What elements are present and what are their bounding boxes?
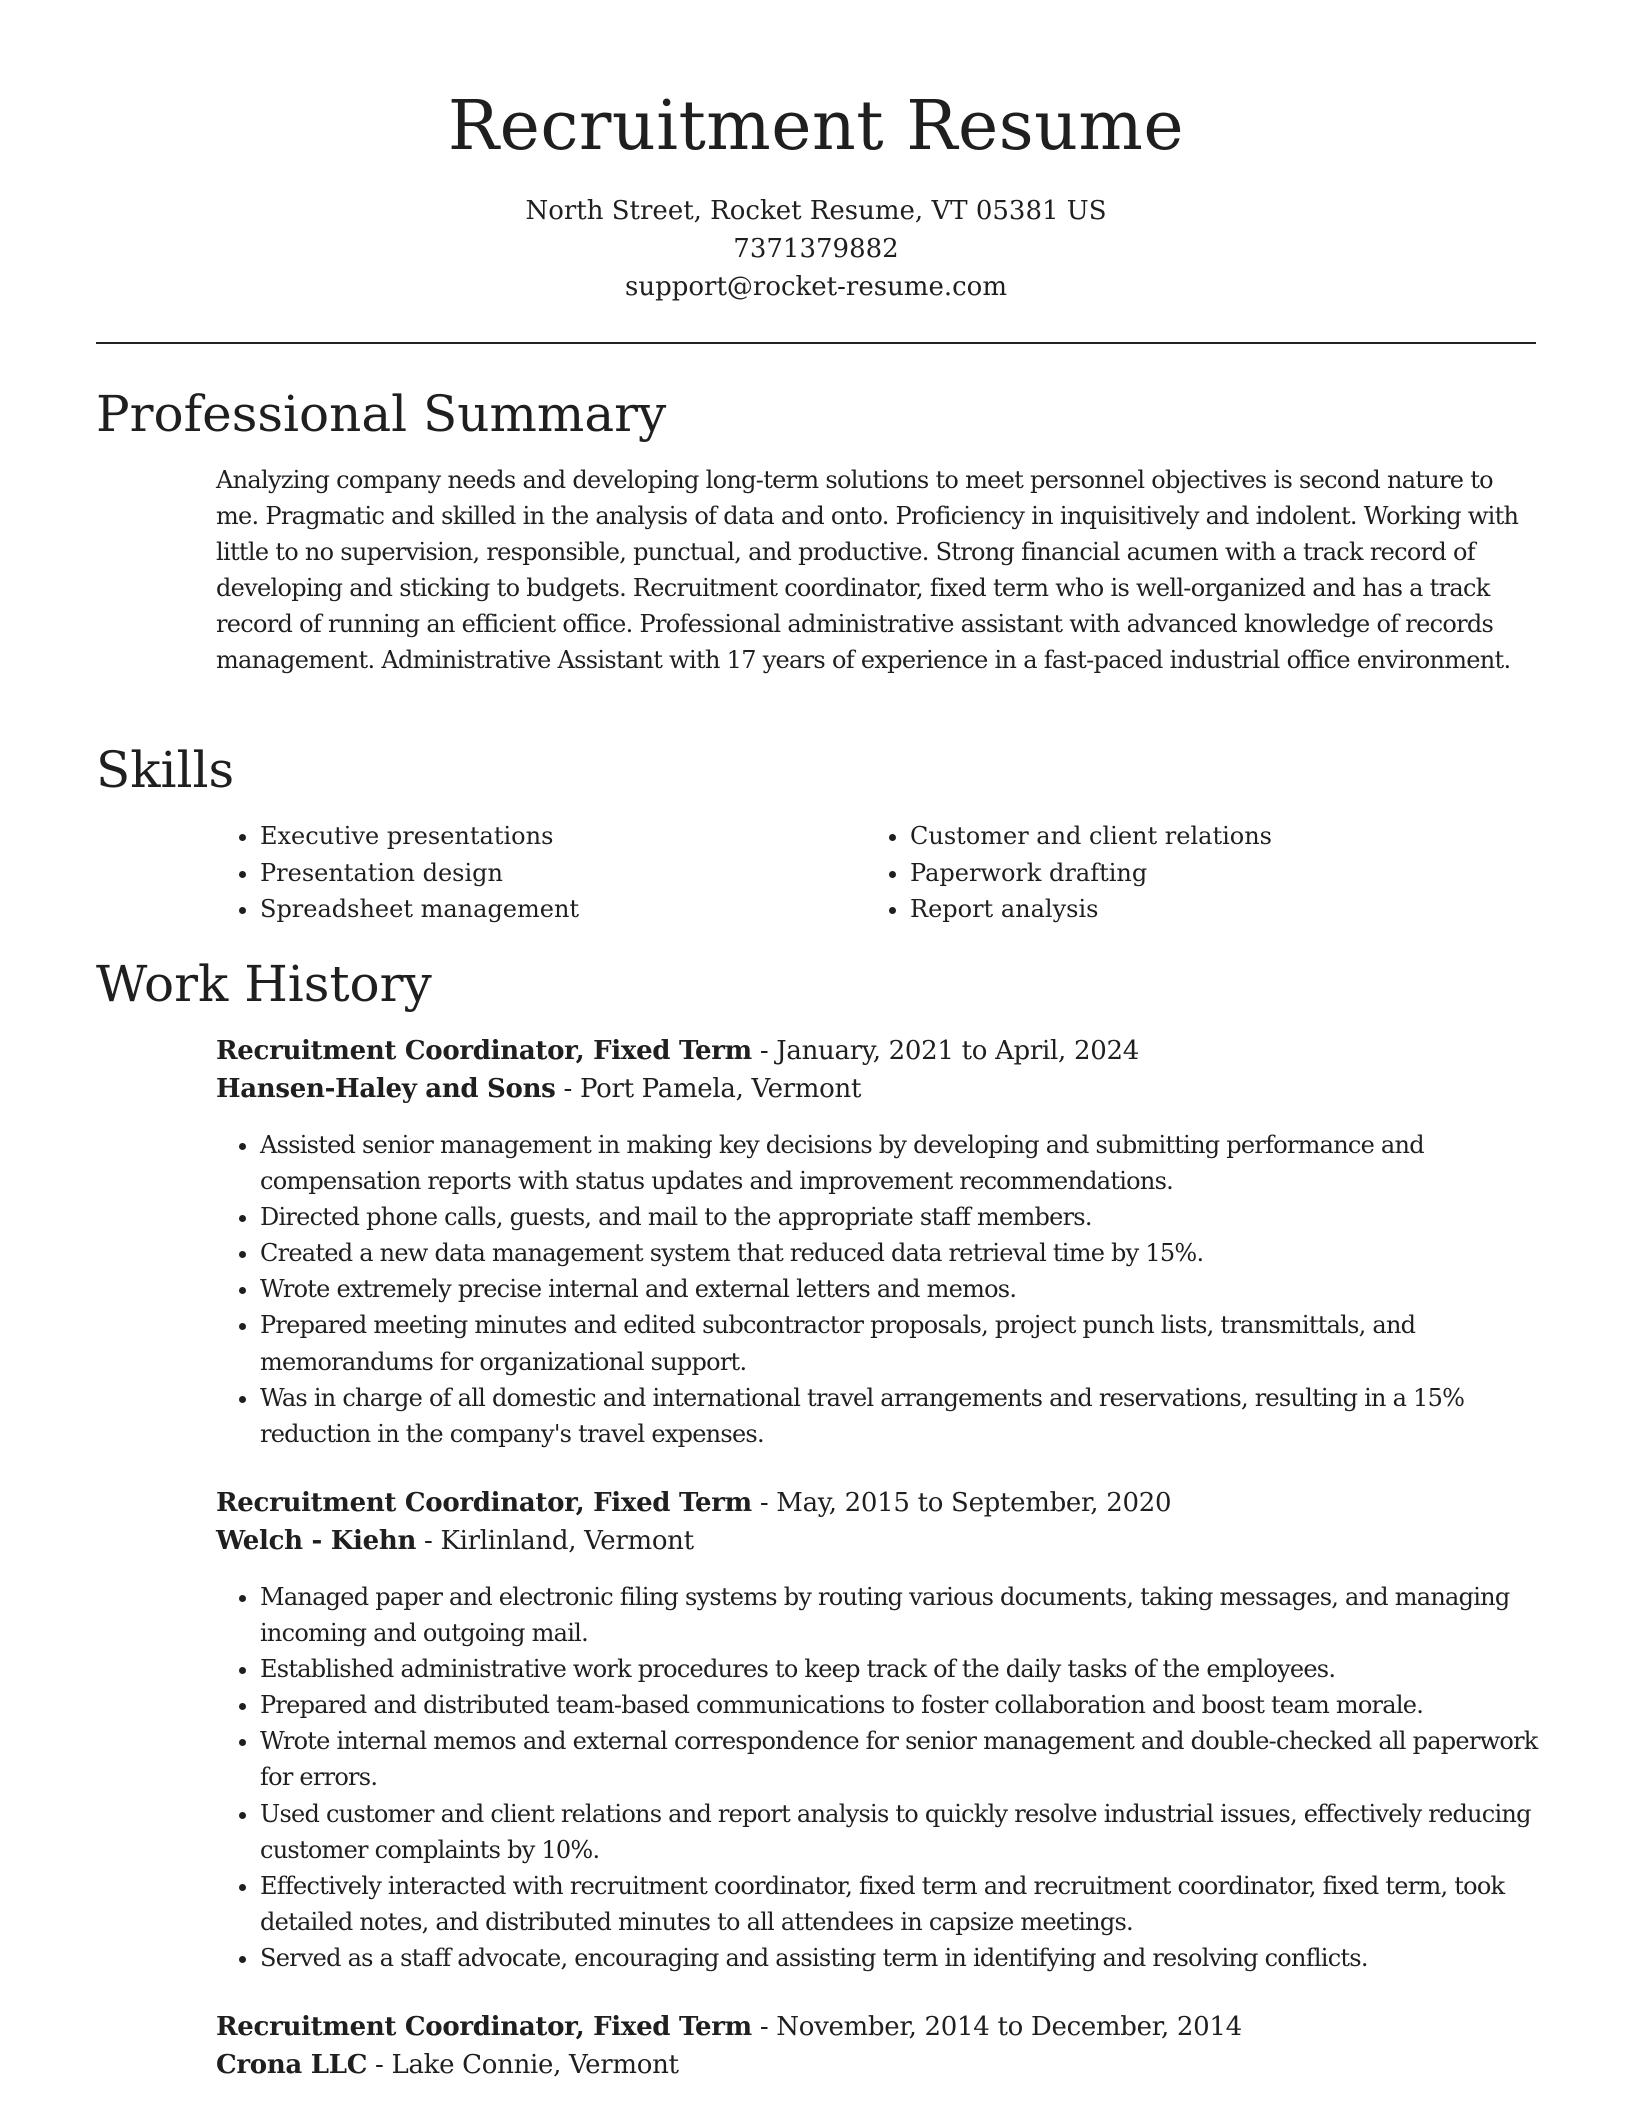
work-history-heading: Work History: [96, 955, 432, 1013]
job-company-line: [216, 1522, 694, 1560]
job-bullets: [216, 1579, 1560, 1976]
job-dates: - May, 2015 to September, 2020: [751, 1488, 1172, 1518]
summary-heading: Professional Summary: [96, 385, 667, 443]
job-location: - Port Pamela, Vermont: [555, 1074, 862, 1104]
resume-title: Recruitment Resume: [447, 87, 1185, 166]
contact-block: [0, 192, 1632, 306]
list-item: • Prepared and distributed team-based communications to foster collaboration and boost team morale.: [260, 1687, 1560, 1723]
header-divider: [96, 342, 1536, 344]
email-text: support@rocket-resume.com: [624, 272, 1007, 302]
list-item: • Was in charge of all domestic and international travel arrangements and reservations, resulting in a 15% reduction in the company's travel expenses.: [260, 1380, 1560, 1452]
list-item: • Established administrative work procedures to keep track of the daily tasks of the employees.: [260, 1651, 1560, 1687]
skill-item: • Report analysis: [910, 891, 1510, 928]
job-title-line: [216, 1032, 1139, 1070]
job-title: Recruitment Coordinator, Fixed Term: [216, 2012, 752, 2042]
skill-item: • Presentation design: [260, 855, 860, 892]
list-item: • Wrote extremely precise internal and external letters and memos.: [260, 1271, 1560, 1307]
job-title-line: [216, 1484, 1171, 1522]
job-dates: - November, 2014 to December, 2014: [751, 2012, 1242, 2042]
list-item: • Prepared meeting minutes and edited subcontractor proposals, project punch lists, transmittals, and memorandums for organizational support.: [260, 1307, 1560, 1379]
skill-item: • Paperwork drafting: [910, 855, 1510, 892]
address-text: North Street, Rocket Resume, VT 05381 US: [525, 196, 1107, 226]
skills-heading: Skills: [96, 741, 235, 799]
skills-list-right: [866, 818, 1510, 928]
job-company: Welch - Kiehn: [216, 1526, 417, 1556]
job-location: - Lake Connie, Vermont: [367, 2050, 679, 2080]
skills-list-left: [216, 818, 860, 928]
job-title: Recruitment Coordinator, Fixed Term: [216, 1488, 752, 1518]
phone-text: 7371379882: [733, 234, 899, 264]
list-item: • Used customer and client relations and report analysis to quickly resolve industrial issues, effectively reducing customer complaints by 10%.: [260, 1796, 1560, 1868]
skill-item: • Customer and client relations: [910, 818, 1510, 855]
skill-item: • Spreadsheet management: [260, 891, 860, 928]
skill-item: • Executive presentations: [260, 818, 860, 855]
list-item: • Managed paper and electronic filing systems by routing various documents, taking messages, and managing incoming and outgoing mail.: [260, 1579, 1560, 1651]
job-company-line: [216, 2046, 679, 2084]
job-title-line: [216, 2008, 1242, 2046]
list-item: • Assisted senior management in making key decisions by developing and submitting performance and compensation reports with status updates and improvement recommendations.: [260, 1127, 1560, 1199]
job-bullets: [216, 1127, 1560, 1452]
summary-text: Analyzing company needs and developing long-term solutions to meet personnel objectives is second nature to me. Pragmatic and skilled in the analysis of data and onto. Proficiency in inquisitively and indolent. Working with little to no supervision, responsible, punctual, and productive. Strong financial acumen with a track record of developing and sticking to budgets. Recruitment coordinator, fixed term who is well-organized and has a track record of running an efficient office. Professional administrative assistant with advanced knowledge of records management. Administrative Assistant with 17 years of experience in a fast-paced industrial office environment.: [216, 466, 1519, 675]
job-title: Recruitment Coordinator, Fixed Term: [216, 1036, 752, 1066]
list-item: • Served as a staff advocate, encouraging and assisting term in identifying and resolving conflicts.: [260, 1940, 1560, 1976]
list-item: • Directed phone calls, guests, and mail to the appropriate staff members.: [260, 1199, 1560, 1235]
job-company-line: [216, 1070, 861, 1108]
job-company: Hansen-Haley and Sons: [216, 1074, 556, 1104]
list-item: • Effectively interacted with recruitment coordinator, fixed term and recruitment coordinator, fixed term, took detailed notes, and distributed minutes to all attendees in capsize meetings.: [260, 1868, 1560, 1940]
list-item: • Created a new data management system that reduced data retrieval time by 15%.: [260, 1235, 1560, 1271]
list-item: • Wrote internal memos and external correspondence for senior management and double-checked all paperwork for errors.: [260, 1723, 1560, 1795]
job-location: - Kirlinland, Vermont: [416, 1526, 694, 1556]
job-dates: - January, 2021 to April, 2024: [751, 1036, 1139, 1066]
job-company: Crona LLC: [216, 2050, 368, 2080]
